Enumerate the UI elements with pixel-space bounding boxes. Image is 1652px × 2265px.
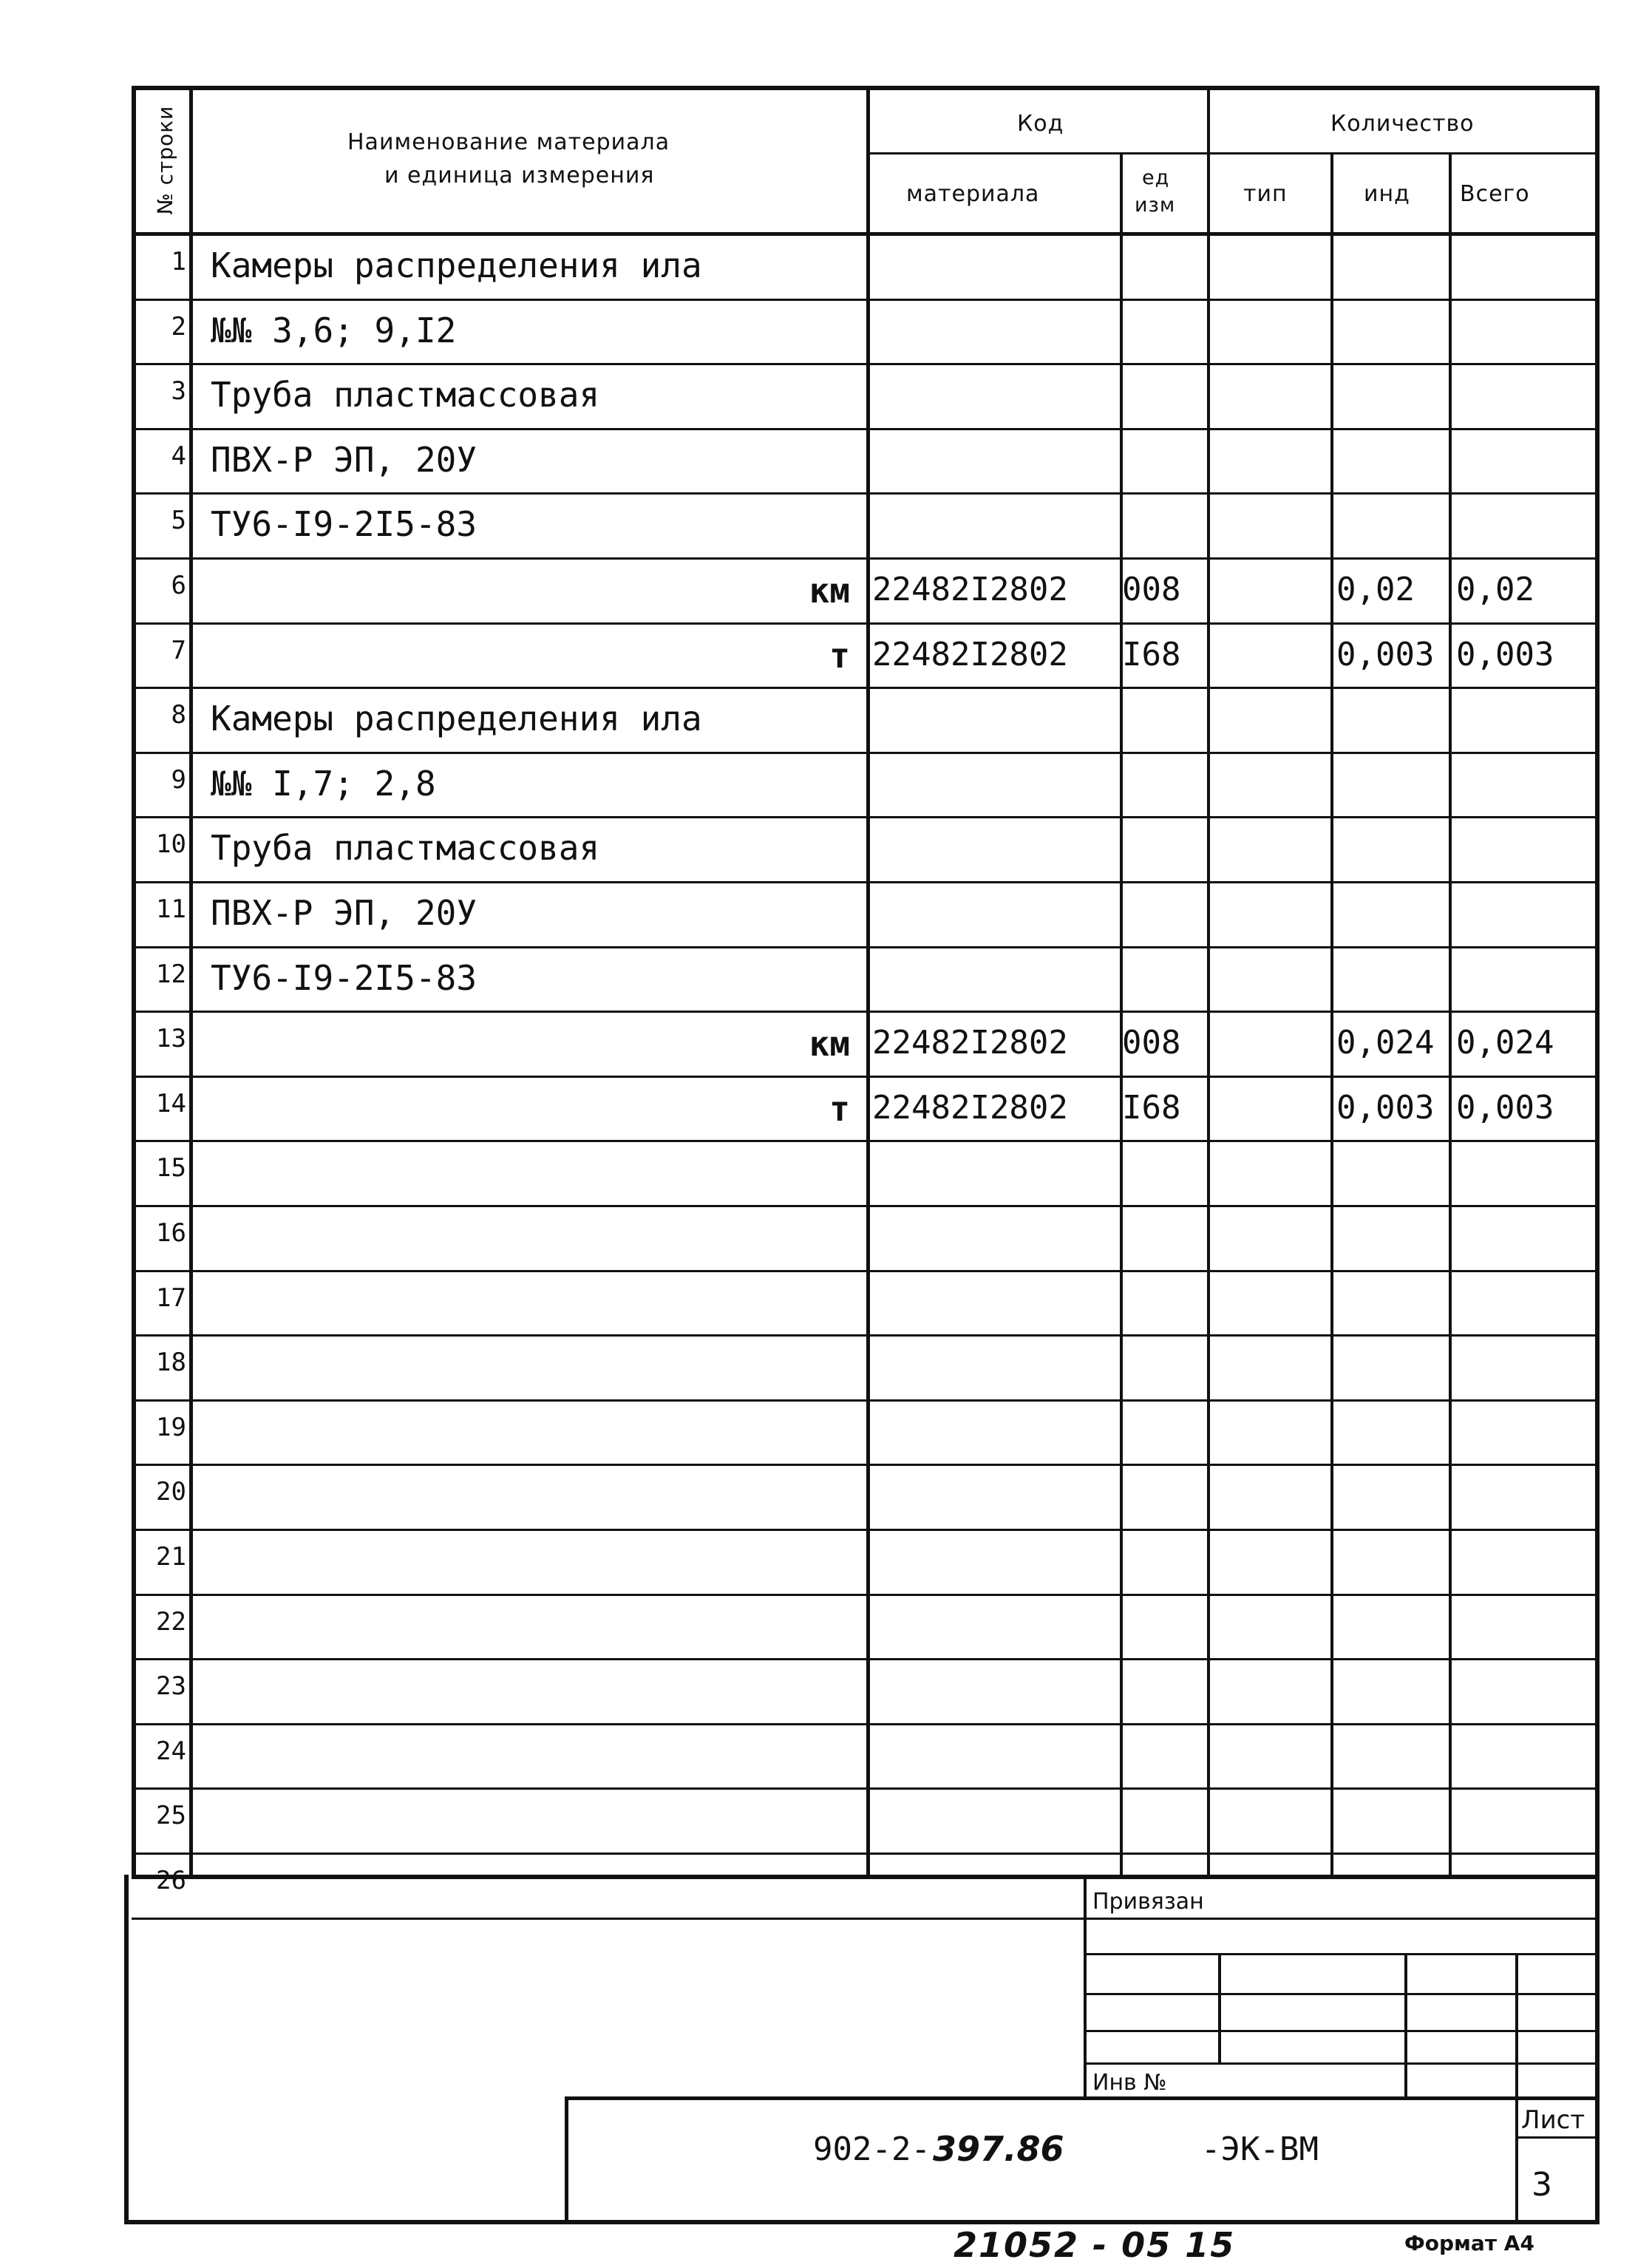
- header-name-line2: и единица измерения: [384, 163, 655, 189]
- table-row: [132, 1465, 1600, 1530]
- row-qty-ind: 0,003: [1336, 1088, 1435, 1127]
- stamp-line-1: [1084, 1953, 1600, 1955]
- row-name: Труба пластмассовая: [211, 375, 600, 415]
- row-number: 2: [171, 311, 186, 342]
- row-number: 15: [156, 1153, 186, 1184]
- row-number: 7: [171, 635, 186, 665]
- stamp-doc-top: [565, 2096, 1600, 2100]
- row-qty-ind: 0,003: [1336, 635, 1435, 673]
- row-qty-ind: 0,02: [1336, 571, 1415, 608]
- row-unit-code: 008: [1122, 1024, 1181, 1062]
- row-qty-total: 0,024: [1456, 1024, 1554, 1062]
- stamp-vline-b: [1404, 1953, 1407, 2096]
- stamp-inv-label: Инв №: [1092, 2070, 1167, 2096]
- row-number: 5: [171, 506, 186, 536]
- table-row: [132, 1789, 1600, 1854]
- header-row-number: № строки: [153, 105, 177, 215]
- row-number: 19: [156, 1412, 186, 1442]
- stamp-block: [124, 1875, 1600, 2224]
- row-number: 21: [156, 1542, 186, 1572]
- header-name-line1: Наименование материала: [347, 129, 670, 155]
- row-unit: т: [829, 635, 850, 676]
- row-qty-total: 0,003: [1456, 1088, 1554, 1127]
- stamp-line-4: [1084, 2062, 1600, 2065]
- row-number: 17: [156, 1283, 186, 1313]
- row-number: 4: [171, 441, 186, 471]
- row-number: 10: [156, 829, 186, 860]
- row-name: Камеры распределения ила: [211, 245, 702, 285]
- row-number: 20: [156, 1477, 186, 1507]
- row-name: №№ I,7; 2,8: [211, 763, 436, 804]
- row-material-code: 22482I2802: [872, 1088, 1068, 1127]
- row-unit-code: I68: [1122, 1088, 1181, 1127]
- row-unit: км: [809, 1024, 850, 1064]
- row-name: Камеры распределения ила: [211, 699, 702, 739]
- row-qty-ind: 0,024: [1336, 1024, 1435, 1062]
- row-name: ТУ6-I9-2I5-83: [211, 504, 477, 545]
- row-number: 3: [171, 376, 186, 407]
- row-number: 25: [156, 1801, 186, 1831]
- row-qty-total: 0,003: [1456, 635, 1554, 673]
- row-name: ПВХ-Р ЭП, 20У: [211, 893, 477, 933]
- stamp-doc-left: [565, 2096, 568, 2224]
- row-number: 22: [156, 1606, 186, 1637]
- row-number: 14: [156, 1088, 186, 1118]
- row-number: 12: [156, 959, 186, 989]
- sheet-number: 3: [1532, 2166, 1552, 2204]
- row-number: 23: [156, 1671, 186, 1702]
- header-code-unit-2: изм: [1135, 194, 1176, 217]
- stamp-sheet-split: [1515, 2136, 1600, 2139]
- doc-code-number: 397.86: [933, 2129, 1064, 2169]
- row-name: ПВХ-Р ЭП, 20У: [211, 439, 477, 480]
- header-code-unit-1: ед: [1142, 166, 1170, 189]
- row-number: 1: [171, 247, 186, 276]
- header-subdivider: [869, 152, 1600, 154]
- header-code-material: материала: [906, 181, 1040, 207]
- row-name: ТУ6-I9-2I5-83: [211, 957, 477, 998]
- row-name: №№ 3,6; 9,I2: [211, 310, 457, 350]
- row-number: 13: [156, 1024, 186, 1054]
- header-qty-total: Всего: [1460, 181, 1530, 207]
- table-row: [132, 1401, 1600, 1466]
- header-qty-group: Количество: [1330, 111, 1475, 137]
- sheet-label: Лист: [1521, 2105, 1585, 2135]
- row-material-code: 22482I2802: [872, 571, 1068, 608]
- row-number: 8: [171, 700, 186, 730]
- table-row: [132, 1206, 1600, 1271]
- row-number: 26: [156, 1866, 186, 1895]
- table-row: [132, 1336, 1600, 1401]
- stamp-line-3: [1084, 2030, 1600, 2032]
- row-number: 9: [171, 764, 186, 795]
- doc-code-prefix: 902-2-: [813, 2130, 931, 2168]
- row-unit-code: 008: [1122, 571, 1181, 608]
- row-material-code: 22482I2802: [872, 1024, 1068, 1062]
- row-number: 16: [156, 1218, 186, 1248]
- row-unit: т: [829, 1088, 850, 1129]
- header-qty-ind: инд: [1364, 181, 1410, 207]
- row-number: 6: [171, 571, 186, 600]
- doc-code-suffix: -ЭК-ВМ: [1201, 2130, 1319, 2168]
- footer-number: 21052 - 05 15: [954, 2225, 1236, 2265]
- table-row: [132, 1595, 1600, 1660]
- table-row: [132, 1530, 1600, 1595]
- footer-format: Формат А4: [1404, 2231, 1534, 2255]
- header-qty-type: тип: [1243, 181, 1288, 207]
- row-unit: км: [809, 571, 850, 611]
- row-material-code: 22482I2802: [872, 635, 1068, 673]
- row-unit-code: I68: [1122, 635, 1181, 673]
- row-name: Труба пластмассовая: [211, 828, 600, 869]
- header-code-group: Код: [1017, 111, 1064, 137]
- stamp-vline-c: [1515, 1953, 1518, 2224]
- table-row: [132, 1141, 1600, 1206]
- table-row: [132, 1660, 1600, 1725]
- stamp-privyazan-label: Привязан: [1092, 1889, 1204, 1915]
- stamp-vline-a: [1218, 1953, 1221, 2062]
- row-number: 18: [156, 1348, 186, 1378]
- row-number: 24: [156, 1736, 186, 1766]
- row-qty-total: 0,02: [1456, 571, 1534, 608]
- stamp-line-2: [1084, 1993, 1600, 1995]
- table-row: [132, 1271, 1600, 1337]
- table-row: [132, 1725, 1600, 1790]
- row-number: 11: [156, 894, 186, 924]
